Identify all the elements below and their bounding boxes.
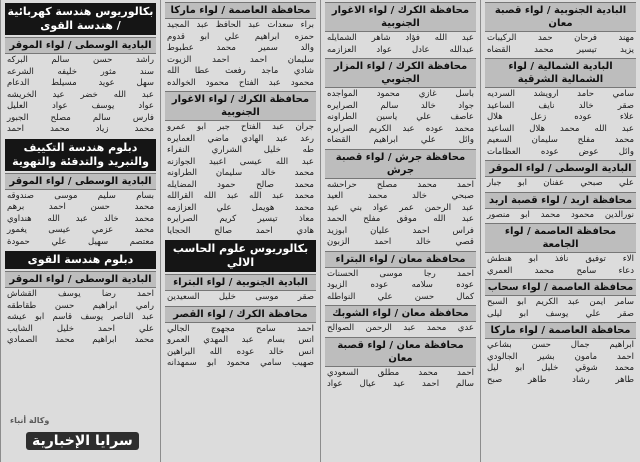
column-4 [0,0,160,462]
name-line: فارس سالم مصلح الجبور [7,112,154,123]
name-line: صقر موسى خليل السعيدين [167,292,314,302]
section-header: محافظة الكرك / لواء الاغوار الجنوبية [165,91,316,121]
column-3 [160,0,320,462]
name-line: احمد محمد مطلق السعودي [327,367,474,378]
name-line: علاء عوده زعل هلال [487,112,634,122]
name-line: بسام سليم موسى صندوقه [7,190,154,201]
name-line: سامر ايمن عبد الكريم ابو السبح [487,297,634,307]
name-line: علي احمد خليل الشايب [7,323,154,334]
name-line: محمد خالد سليمان الطراونه [167,168,314,178]
name-line: والد سمير محمد عطبوط [167,43,314,53]
section-header: محافظة الكرك / لواء المزار الجنوبي [325,58,476,88]
section-header: البادية الوسطى / لواء الموقر [5,271,156,288]
name-line: احمد محمد مصلح حراحشه [327,179,474,190]
name-line: قصي خالد احمد الزبون [327,237,474,247]
name-line: عبد الله فؤاد شاهر الشمايله [327,33,474,43]
name-line: سليمان احمد احمد الزيوت [167,54,314,65]
section-header: محافظة العاصمة / لواء سحاب [485,279,636,296]
section-header: محافظة معان / لواء الشوبك [325,305,476,322]
name-line: دعاء سامح محمد العمري [487,265,634,276]
name-line: معاذ تيسير كريم الصرايره [167,214,314,224]
name-line: عواد يوسف عواد العليل [7,101,154,111]
name-line: معتصم سهيل علي حمودة [7,236,154,247]
name-line: وائل عوض عوده العظامات [487,146,634,157]
name-line: عبد الله عيسى اعبيد الجوازنه [167,156,314,167]
section-header: البادية الوسطى / لواء الموقر [5,173,156,190]
name-line: مهند فرحان حمد الركيبات [487,33,634,43]
section-header: البادية الشمالية / لواء الشمالية الشرقية [485,58,636,88]
name-line: عبد الله موفق مفلح الحمد [327,214,474,224]
name-line: يزيد تيسير محمد القضاه [487,44,634,55]
name-line: عوده سلامه عوده الزيود [327,280,474,290]
section-header: محافظة معان / لواء البتراء [325,251,476,268]
name-line: احمد مامون بشير الجالودي [487,351,634,362]
name-line: احمد سامح مجهوج الجالي [167,323,314,334]
name-line: هادي احمد صالح الحجايا [167,225,314,236]
name-line: صقر علي يوسف ابو ليلى [487,308,634,319]
name-line: محمد مفلح سليمان السعيم [487,135,634,145]
section-header: محافظة اربد / لواء قصبة اربد [485,192,636,209]
degree-header: دبلوم هندسة التكييف والتبريد والتدفئة والتهوية [5,139,156,171]
name-line: عاصف علي ياسين الطراونه [327,112,474,122]
name-line: حمزه ابراهيم علي ابو قدوم [167,31,314,42]
name-line: عدي محمد عبد الرحمن الصوالح [327,323,474,333]
watermark-logo [4,402,154,460]
name-line: محمد عزمي عيسى يغمور [7,225,154,235]
name-line: وائل علي ابراهيم القضاه [327,135,474,145]
watermark-line2: سرايا الإخبارية [26,432,139,450]
name-line: محمد صالح حمود المضايله [167,179,314,190]
name-line: براء سعدات عبد الحافظ عبد المجيد [167,20,314,30]
name-line: محمد حسن احمد برهم [7,202,154,212]
section-header: محافظة العاصمة / لواء الجامعة [485,223,636,253]
name-line: ابراهيم جمال حسن بشاعي [487,340,634,350]
name-line: عبد الناصر يوسف قاسم ابو عيشه [7,312,154,322]
name-line: عبد الله خضر عيد الخريشه [7,89,154,100]
name-line: سامي حامد ارويشد السرديه [487,89,634,99]
name-line: علي صبحي عفنان ابو جبار [487,178,634,188]
name-line: سالم احمد عيد عيال عواد [327,379,474,389]
name-line: رعد عبد الهادي ماضي العمايره [167,133,314,144]
degree-header: بكالوريوس هندسة كهربائية / هندسة القوى [5,3,156,35]
name-line: طاهر رشاد طاهر صبح [487,374,634,385]
section-header: البادية الجنوبية / لواء البتراء [165,274,316,291]
name-line: سند مثور خليفه الشرعه [7,66,154,77]
name-line: صقر خالد نايف الساعيد [487,100,634,111]
name-line: محمد شوقي خليل ابو ليل [487,363,634,373]
name-line: عبد الله محمد هلال الساعيد [487,123,634,134]
name-line: انس خالد عوده الله البراهين [167,346,314,357]
name-line: احمد رجا موسى الحسنات [327,268,474,279]
section-header: محافظة العاصمة / لواء ماركا [485,322,636,339]
section-header: محافظة معان / لواء قصبة معان [325,337,476,367]
name-line: عبد الرحمن عمر عواد بني عيد [327,202,474,213]
name-line: انس بسام عبد المهدي العمرو [167,335,314,345]
section-header: محافظة العاصمة / لواء ماركا [165,2,316,19]
name-line: رامي ابراهيم حسن طقاطقه [7,300,154,311]
name-line: محمد زياد محمد احمد [7,124,154,134]
name-line: راشد حسن سالم البركه [7,55,154,65]
name-line: طه خليل الشراري النفراء [167,145,314,155]
name-line: سهل عويد مسيلط الدعام [7,78,154,88]
name-line: عبدالله عادل عواد العزازمه [327,44,474,55]
name-line: كمال حسن علي النواطله [327,291,474,302]
section-header: محافظة الكرك / لواء الاغوار الجنوبية [325,2,476,32]
name-line: فراس احمد عليان ابوزيد [327,225,474,236]
column-2 [320,0,480,462]
name-line: محمد هويمل علي العزازمه [167,202,314,213]
section-header: البادية الوسطى / لواء الموقر [485,160,636,177]
name-line: نورالدين محمود محمد ابو منصور [487,209,634,220]
name-line: صهيب سامي محمود ابو سمهدانه [167,358,314,368]
section-header: محافظة جرش / لواء قصبة جرش [325,149,476,179]
section-header: البادية الوسطى / لواء الموقر [5,37,156,54]
name-line: جران عبد الفتاح جبر ابو عمرو [167,122,314,132]
name-line: محمد خالد عبد الله هنداوي [7,213,154,224]
name-line: باسل غازي محمود المواجده [327,89,474,99]
name-line: شادي ماجد رفعت عطا الله [167,66,314,76]
name-line: احمد رضا يوسف القشاش [7,289,154,299]
degree-header: دبلوم هندسة القوى [5,251,156,269]
section-header: البادية الجنوبية / لواء قصبة معان [485,2,636,32]
name-line: جواد خالد سالم الصرايره [327,100,474,111]
column-1 [480,0,640,462]
name-line: محمد عوده عبد الكريم الصرايره [327,123,474,134]
watermark-line1: وكالة أنباء [10,416,50,425]
name-line: محمود عبد الفتاح محمود الخوالده [167,77,314,88]
section-header: محافظة الكرك / لواء القصر [165,306,316,323]
name-line: صبحي خالد محمد العيد [327,191,474,201]
degree-header: بكالوريوس علوم الحاسب الالي [165,240,316,272]
name-line: الاء توفيق نافذ ابو هنطش [487,254,634,264]
name-line: محمد عبد الله عبد الله القرالله [167,191,314,201]
name-line: محمد ابراهيم محمد الصمادي [7,335,154,345]
